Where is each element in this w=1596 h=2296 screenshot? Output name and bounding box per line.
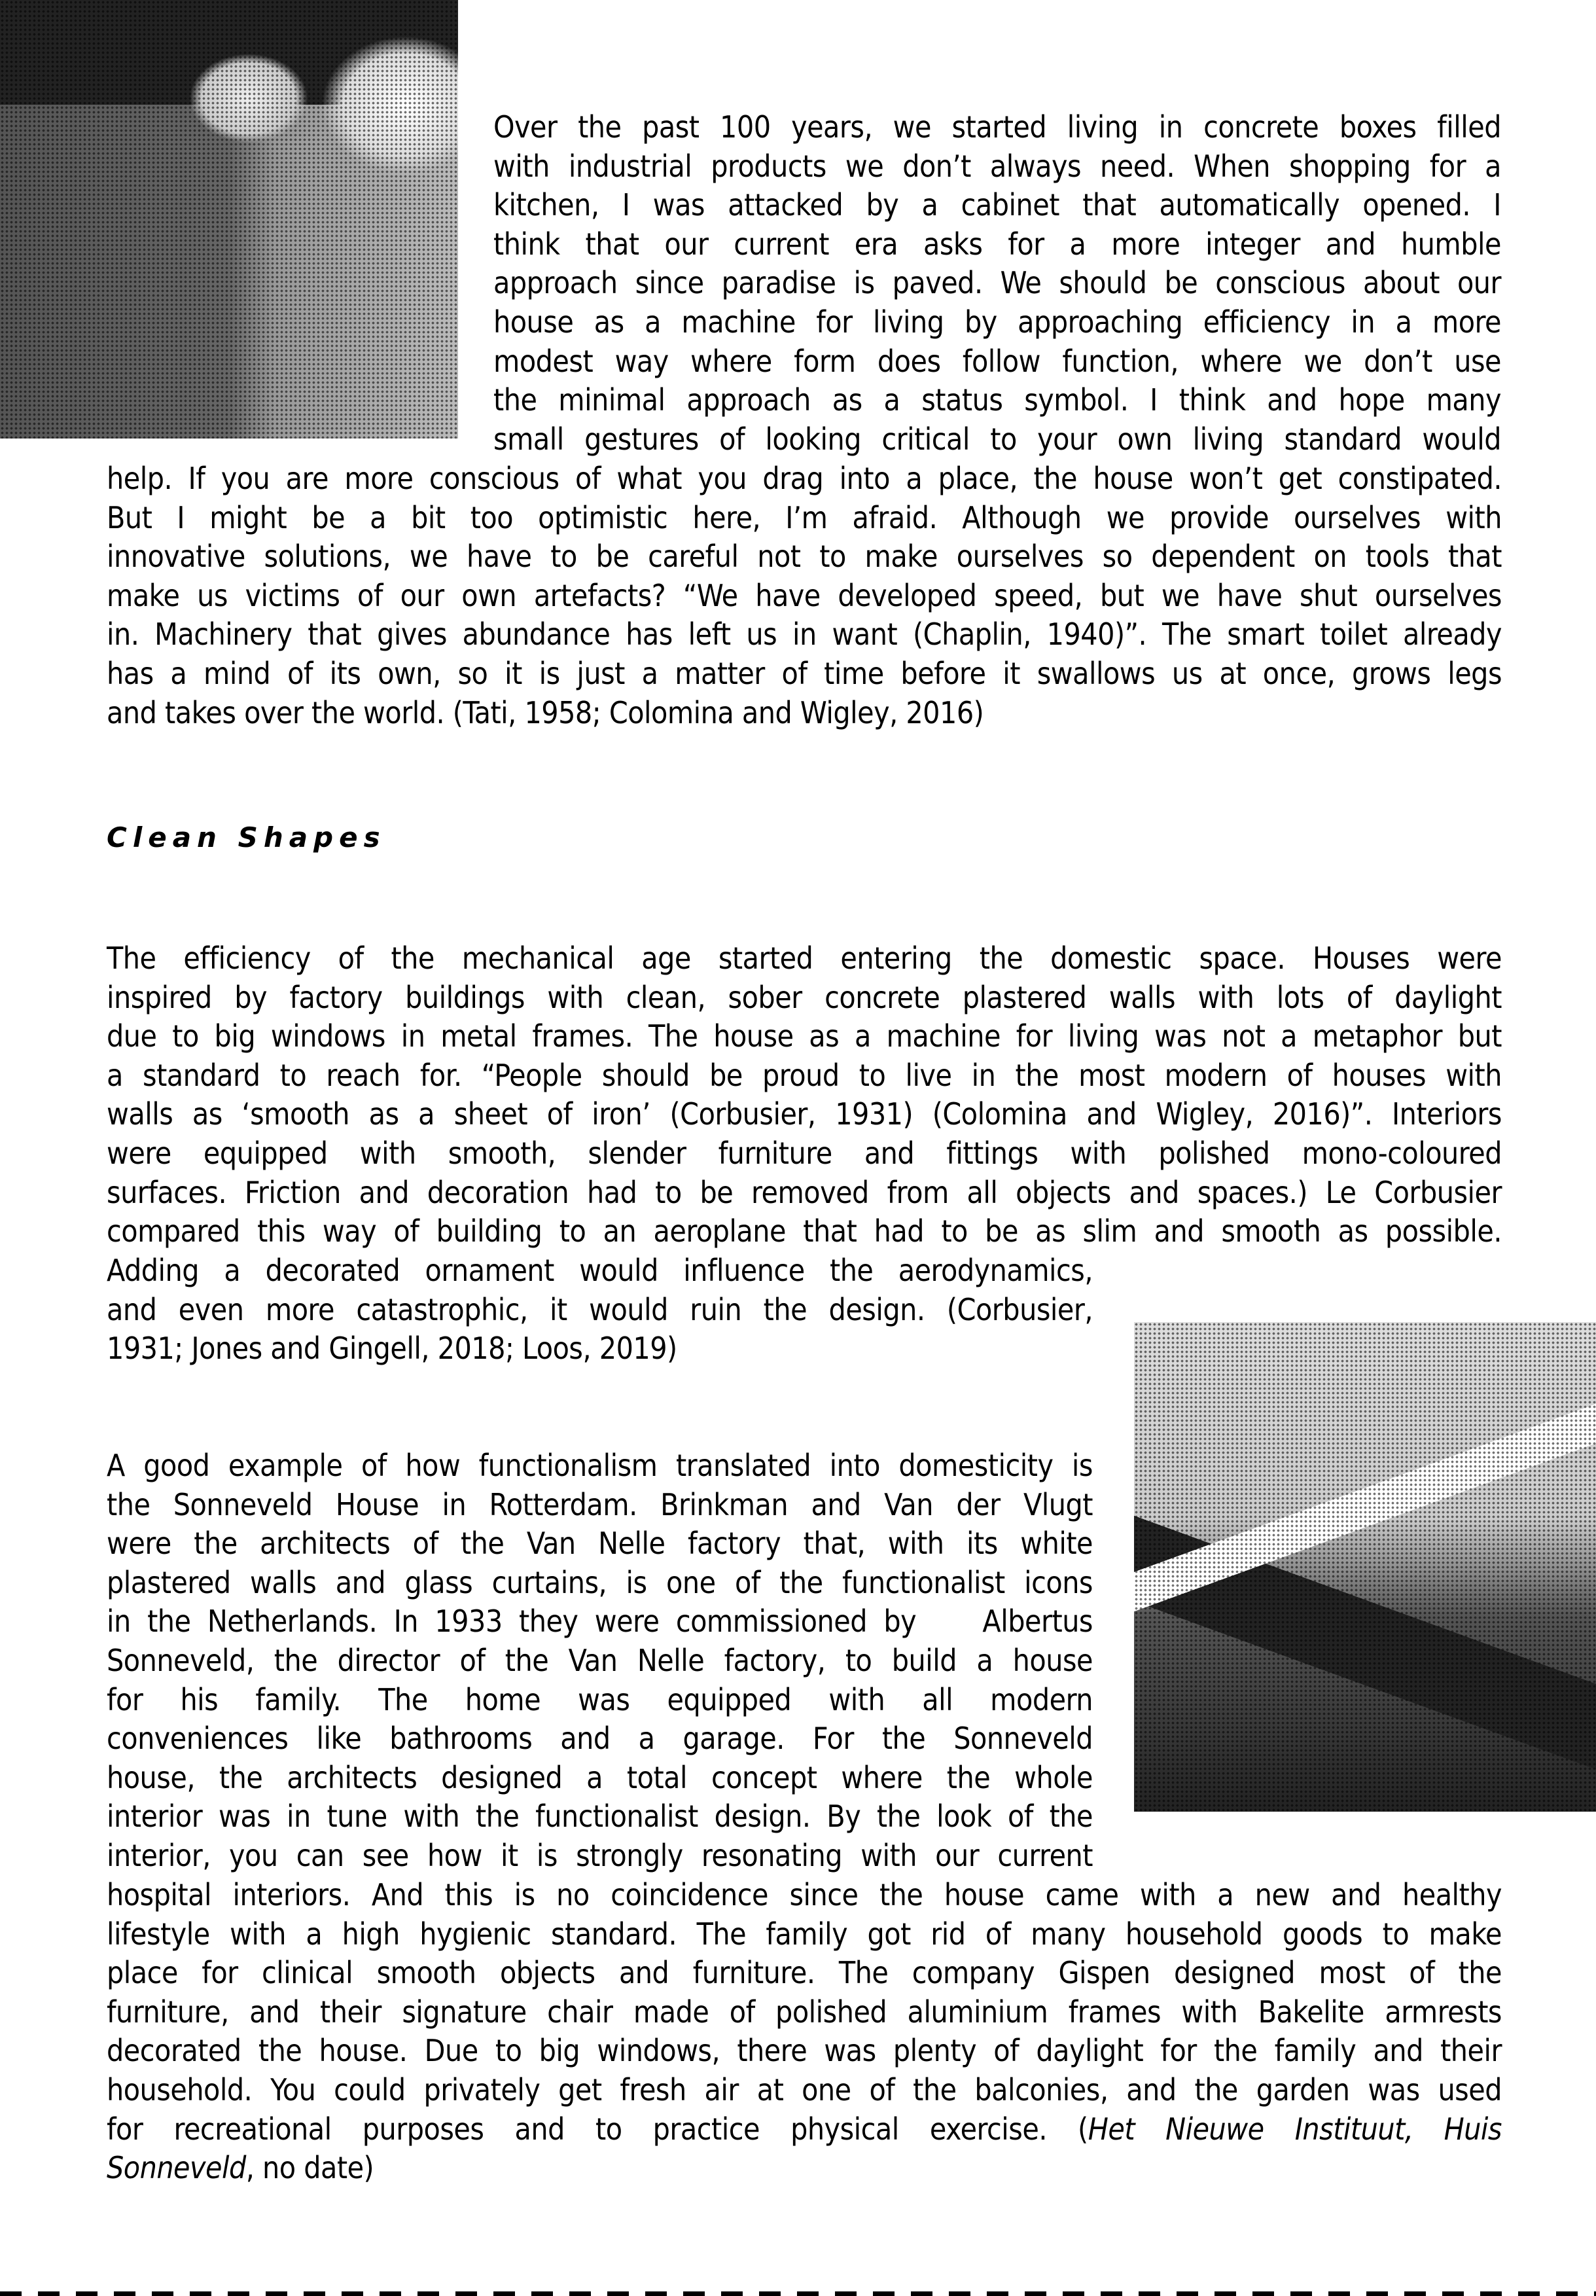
text-line: inspired by factory buildings with clean, sober concrete plastered walls with lots of daylight <box>107 979 1502 1015</box>
text-line: innovative solutions, we have to be careful not to make ourselves so dependent on tools that <box>107 539 1502 575</box>
text-line: household. You could privately get fresh air at one of the balconies, and the garden was used <box>107 2072 1502 2108</box>
text-line: plastered walls and glass curtains, is one of the functionalist icons <box>107 1564 1093 1600</box>
text-line <box>107 2110 1502 2149</box>
paragraph-3-full <box>107 1876 1502 2188</box>
text-line: approach since paradise is paved. We should be conscious about our <box>493 265 1501 301</box>
text-line: in. Machinery that gives abundance has left us in want (Chaplin, 1940)”. The smart toilet already <box>107 617 1502 653</box>
text-line: lifestyle with a high hygienic standard. The family got rid of many household goods to make <box>107 1916 1502 1952</box>
paragraph-2-full <box>107 939 1502 1251</box>
text-line: furniture, and their signature chair made of polished aluminium frames with Bakelite armrests <box>107 1994 1502 2030</box>
text-line: in the Netherlands. In 1933 they were commissioned by Albertus <box>107 1604 1093 1640</box>
text-line <box>107 2149 1502 2188</box>
text-line: with industrial products we don’t always need. When shopping for a <box>493 148 1501 184</box>
text-line: due to big windows in metal frames. The house as a machine for living was not a metaphor but <box>107 1018 1502 1054</box>
section-heading: Clean Shapes <box>107 821 386 853</box>
text-line: interior was in tune with the functionalist design. By the look of the <box>107 1799 1093 1835</box>
citation-title: Het Nieuwe Instituut, Huis <box>1088 2111 1502 2147</box>
text-line: The efficiency of the mechanical age started entering the domestic space. Houses were <box>107 941 1502 976</box>
paragraph-2-wrapped <box>107 1251 1093 1369</box>
text-line: has a mind of its own, so it is just a matter of time before it swallows us at once, grows legs <box>107 655 1502 691</box>
photo-man-with-pipe <box>0 0 458 439</box>
text-line: were the architects of the Van Nelle factory that, with its white <box>107 1526 1093 1562</box>
text-line: hospital interiors. And this is no coincidence since the house came with a new and healthy <box>107 1877 1502 1912</box>
text-line: Sonneveld, the director of the Van Nelle factory, to build a house <box>107 1642 1093 1678</box>
photo-sonneveld-house <box>1134 1322 1596 1812</box>
citation-prefix: for recreational purposes and to practice physical exercise. ( <box>107 2111 1088 2147</box>
text-line: think that our current era asks for a more integer and humble <box>493 226 1501 262</box>
text-line: kitchen, I was attacked by a cabinet that automatically opened. I <box>493 187 1501 223</box>
text-line: compared this way of building to an aeroplane that had to be as slim and smooth as possible. <box>107 1213 1502 1249</box>
text-line: were equipped with smooth, slender furniture and fittings with polished mono-coloured <box>107 1135 1502 1171</box>
text-line: for his family. The home was equipped with all modern <box>107 1681 1093 1717</box>
text-line: conveniences like bathrooms and a garage. For the Sonneveld <box>107 1721 1093 1757</box>
text-line: But I might be a bit too optimistic here, I’m afraid. Although we provide ourselves with <box>107 499 1502 535</box>
paragraph-1-full <box>107 459 1502 732</box>
text-line: house, the architects designed a total concept where the whole <box>107 1759 1093 1795</box>
text-line: 1931; Jones and Gingell, 2018; Loos, 2019) <box>107 1331 677 1367</box>
dashed-divider <box>0 2291 1596 2296</box>
text-line: modest way where form does follow function, where we don’t use <box>493 343 1501 379</box>
paragraph-1-wrapped <box>493 108 1501 459</box>
text-line: the minimal approach as a status symbol. I think and hope many <box>493 382 1501 418</box>
text-line: house as a machine for living by approaching efficiency in a more <box>493 304 1501 340</box>
text-line: help. If you are more conscious of what you drag into a place, the house won’t get constipated. <box>107 461 1502 496</box>
text-line: surfaces. Friction and decoration had to be removed from all objects and spaces.) Le Corbusier <box>107 1174 1502 1210</box>
text-line: interior, you can see how it is strongly resonating with our current <box>107 1837 1093 1873</box>
text-line: walls as ‘smooth as a sheet of iron’ (Corbusier, 1931) (Colomina and Wigley, 2016)”. Interiors <box>107 1096 1502 1132</box>
text-line: make us victims of our own artefacts? “We have developed speed, but we have shut ourselves <box>107 577 1502 613</box>
text-line: decorated the house. Due to big windows, there was plenty of daylight for the family and their <box>107 2033 1502 2069</box>
text-line: the Sonneveld House in Rotterdam. Brinkman and Van der Vlugt <box>107 1486 1093 1522</box>
text-line: and even more catastrophic, it would ruin the design. (Corbusier, <box>107 1291 1093 1327</box>
text-line: A good example of how functionalism translated into domesticity is <box>107 1448 1093 1483</box>
citation-title-cont: Sonneveld <box>107 2150 246 2186</box>
citation-suffix: , no date) <box>245 2150 374 2186</box>
text-line: Over the past 100 years, we started living in concrete boxes filled <box>493 109 1501 145</box>
paragraph-3-wrapped <box>107 1446 1093 1876</box>
text-line: a standard to reach for. “People should be proud to live in the most modern of houses with <box>107 1057 1502 1093</box>
text-line: Adding a decorated ornament would influence the aerodynamics, <box>107 1253 1093 1288</box>
text-line: place for clinical smooth objects and furniture. The company Gispen designed most of the <box>107 1955 1502 1991</box>
text-line: and takes over the world. (Tati, 1958; Colomina and Wigley, 2016) <box>107 694 984 730</box>
text-line: small gestures of looking critical to your own living standard would <box>493 421 1501 457</box>
